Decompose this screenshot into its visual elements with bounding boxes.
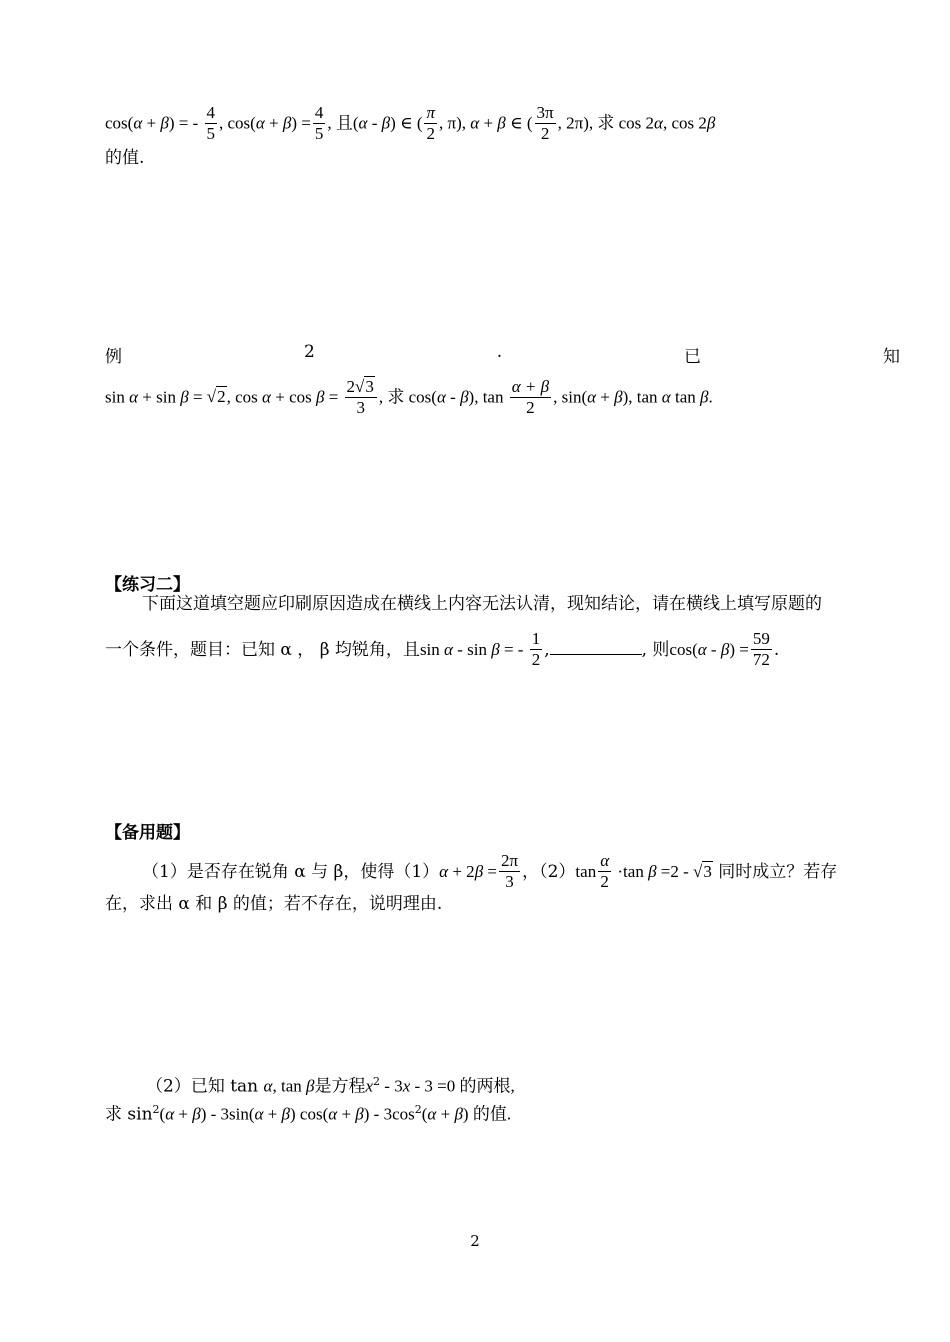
backup-q2-line1: （2）已知 tan α, tan β是方程$x^2 - 3x - 3 =0$ 的两根, [146,1075,515,1097]
fraction-2pi-3: $\frac{2\pi}{3}$ [501,851,519,891]
example1-tail: 的值. [105,148,145,168]
backup-q1-line2: 在，求出 α 和 β 的值；若不存在，说明理由. [105,894,443,914]
practice2-text-line2: 一个条件，题目：已知 α ， β 均锐角，且sin α - sin β = - $\frac{1}{2}$ , , 则cos(α - β) = $\frac{59}{72}$ . [105,629,780,669]
fraction-pi-2: $\frac{\pi}{2}$ [426,103,436,143]
fraction-4-5: $\frac{4}{5}$ [206,103,215,143]
example2-label-row: 例 2 . 已 知 [105,342,900,367]
backup-q1-line1: （1）是否存在锐角 α 与 β，使得（1）α + 2β = $\frac{2\pi}{3}$ ，（2）tan $\frac{\alpha}{2}$ ·tan β =2 - √3 同时成立？若存 [142,851,838,891]
sqrt-3: √3 [693,862,712,881]
fraction-2sqrt3-3: $\frac{2√3}{3}$ [345,377,377,418]
backup-q2-line2: 求 $\sin^2(\alpha + \beta) - 3\sin(\alpha + \beta) \cos(\alpha + \beta) - 3\cos^2(\alpha + \beta)$ 的值. [105,1103,512,1125]
fraction-3pi-2: $\frac{3\pi}{2}$ [536,103,554,143]
fill-in-blank[interactable] [550,640,642,655]
page-number: 2 [470,1232,480,1250]
practice2-heading: 【练习二】 [105,575,190,595]
fraction-alpha-plus-beta-2: $\frac{\alpha + \beta}{2}$ [511,377,550,417]
fraction-4-5: $\frac{4}{5}$ [314,103,324,143]
practice2-text-line1: 下面这道填空题应印刷原因造成在横线上内容无法认清，现知结论，请在横线上填写原题的 [142,594,822,614]
sqrt-2: √2 [206,387,226,407]
fraction-alpha-2: $\frac{\alpha}{2}$ [600,851,610,891]
backup-heading: 【备用题】 [105,823,190,843]
fraction-1-2: $\frac{1}{2}$ [531,629,541,669]
example1-line: cos(α + β) = - $\frac{4}{5}$ , cos(α + β) = $\frac{4}{5}$ , 且(α - β) ∈ ( $\frac{\pi}{2}$ , π), α + β ∈ ( $\frac{3\pi}{2}$ , 2π), 求 cos 2α, cos 2β [105,103,716,143]
fraction-59-72: $\frac{59}{72}$ [752,629,770,669]
example2-line: sin α + sin β = √2, cos α + cos β = $\frac{2√3}{3}$ , 求 cos(α - β), tan $\frac{\alpha + \beta}{2}$ , sin(α + β), tan α tan β. [105,377,713,417]
